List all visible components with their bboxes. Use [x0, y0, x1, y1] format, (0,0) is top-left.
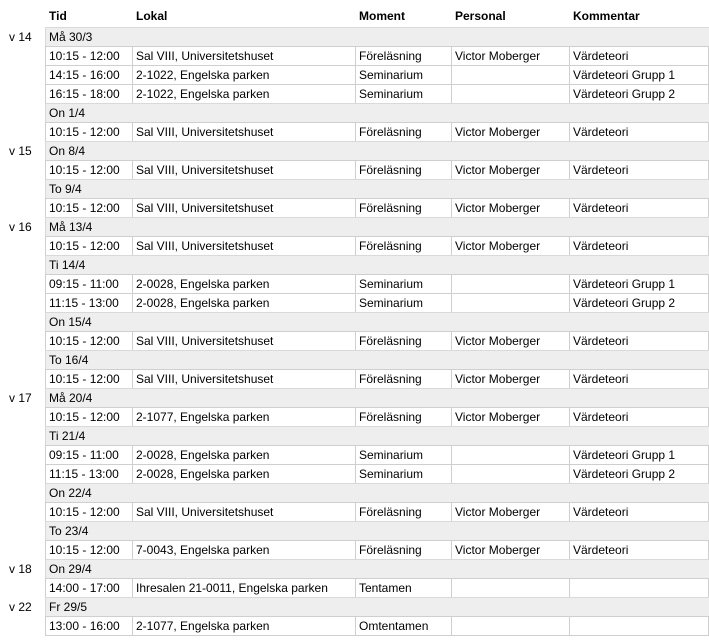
cell-kommentar: Värdeteori [569, 122, 709, 141]
week-label [0, 445, 45, 464]
day-row [0, 426, 709, 445]
event-row [0, 331, 709, 350]
cell-moment: Föreläsning [355, 369, 451, 388]
cell-kommentar: Värdeteori [569, 160, 709, 179]
cell-lokal: 2-1022, Engelska parken [132, 65, 355, 84]
cell-personal: Victor Moberger [451, 46, 569, 65]
event-row [0, 274, 709, 293]
cell-tid: 14:00 - 17:00 [45, 578, 132, 597]
day-row [0, 559, 709, 578]
cell-tid: 13:00 - 16:00 [45, 616, 132, 636]
week-label [0, 369, 45, 388]
cell-kommentar: Värdeteori Grupp 1 [569, 445, 709, 464]
day-row [0, 388, 709, 407]
day-label: To 23/4 [45, 521, 709, 540]
cell-tid: 10:15 - 12:00 [45, 502, 132, 521]
cell-kommentar: Värdeteori [569, 198, 709, 217]
day-row [0, 27, 709, 46]
event-row [0, 616, 709, 636]
cell-lokal: 2-1077, Engelska parken [132, 616, 355, 636]
schedule-header [0, 5, 709, 27]
cell-personal: Victor Moberger [451, 198, 569, 217]
cell-tid: 10:15 - 12:00 [45, 236, 132, 255]
cell-tid: 10:15 - 12:00 [45, 122, 132, 141]
cell-kommentar [569, 578, 709, 597]
week-label [0, 521, 45, 540]
cell-lokal: 2-0028, Engelska parken [132, 445, 355, 464]
schedule-body [0, 27, 709, 636]
week-label [0, 198, 45, 217]
cell-kommentar: Värdeteori Grupp 2 [569, 464, 709, 483]
cell-lokal: Sal VIII, Universitetshuset [132, 369, 355, 388]
week-label [0, 274, 45, 293]
week-label [0, 312, 45, 331]
day-row [0, 597, 709, 616]
cell-lokal: 2-0028, Engelska parken [132, 293, 355, 312]
cell-lokal: Sal VIII, Universitetshuset [132, 122, 355, 141]
event-row [0, 236, 709, 255]
cell-personal [451, 445, 569, 464]
day-label: On 15/4 [45, 312, 709, 331]
day-label: On 1/4 [45, 103, 709, 122]
cell-tid: 11:15 - 13:00 [45, 293, 132, 312]
event-row [0, 407, 709, 426]
week-label: v 17 [0, 388, 45, 407]
day-label: On 8/4 [45, 141, 709, 160]
day-label: Må 13/4 [45, 217, 709, 236]
day-label: Må 20/4 [45, 388, 709, 407]
week-label [0, 350, 45, 369]
cell-lokal: Ihresalen 21-0011, Engelska parken [132, 578, 355, 597]
cell-moment: Föreläsning [355, 46, 451, 65]
cell-kommentar [569, 616, 709, 636]
header-moment: Moment [359, 9, 405, 23]
week-label [0, 502, 45, 521]
cell-lokal: 7-0043, Engelska parken [132, 540, 355, 559]
cell-tid: 09:15 - 11:00 [45, 445, 132, 464]
event-row [0, 122, 709, 141]
header-tid: Tid [49, 9, 67, 23]
week-label: v 22 [0, 597, 45, 616]
cell-kommentar: Värdeteori [569, 540, 709, 559]
cell-kommentar: Värdeteori Grupp 1 [569, 274, 709, 293]
week-label [0, 483, 45, 502]
cell-moment: Seminarium [355, 274, 451, 293]
event-row [0, 540, 709, 559]
day-label: Ti 21/4 [45, 426, 709, 445]
cell-moment: Seminarium [355, 445, 451, 464]
cell-personal [451, 293, 569, 312]
week-label [0, 236, 45, 255]
cell-lokal: Sal VIII, Universitetshuset [132, 331, 355, 350]
day-row [0, 179, 709, 198]
cell-lokal: 2-0028, Engelska parken [132, 464, 355, 483]
cell-tid: 11:15 - 13:00 [45, 464, 132, 483]
cell-personal [451, 578, 569, 597]
event-row [0, 198, 709, 217]
cell-tid: 10:15 - 12:00 [45, 369, 132, 388]
week-label [0, 84, 45, 103]
day-label: To 9/4 [45, 179, 709, 198]
cell-moment: Föreläsning [355, 122, 451, 141]
header-personal: Personal [455, 9, 506, 23]
cell-moment: Föreläsning [355, 502, 451, 521]
week-label [0, 255, 45, 274]
week-label [0, 122, 45, 141]
cell-moment: Föreläsning [355, 160, 451, 179]
week-label [0, 426, 45, 445]
day-row [0, 103, 709, 122]
event-row [0, 84, 709, 103]
week-label: v 14 [0, 27, 45, 46]
cell-lokal: Sal VIII, Universitetshuset [132, 502, 355, 521]
cell-moment: Seminarium [355, 65, 451, 84]
cell-kommentar: Värdeteori [569, 502, 709, 521]
cell-tid: 16:15 - 18:00 [45, 84, 132, 103]
week-label [0, 65, 45, 84]
cell-kommentar: Värdeteori Grupp 2 [569, 84, 709, 103]
cell-moment: Seminarium [355, 464, 451, 483]
week-label: v 18 [0, 559, 45, 578]
week-label [0, 616, 45, 636]
week-label [0, 464, 45, 483]
header-week [0, 5, 45, 27]
week-label: v 16 [0, 217, 45, 236]
header-lokal: Lokal [136, 9, 168, 23]
week-label [0, 540, 45, 559]
header-kommentar: Kommentar [573, 9, 640, 23]
cell-personal: Victor Moberger [451, 369, 569, 388]
cell-kommentar: Värdeteori Grupp 1 [569, 65, 709, 84]
event-row [0, 464, 709, 483]
day-label: Ti 14/4 [45, 255, 709, 274]
cell-personal [451, 616, 569, 636]
day-row [0, 312, 709, 331]
cell-kommentar: Värdeteori [569, 407, 709, 426]
cell-moment: Tentamen [355, 578, 451, 597]
event-row [0, 46, 709, 65]
week-label [0, 293, 45, 312]
schedule-table [0, 5, 709, 636]
day-label: On 29/4 [45, 559, 709, 578]
cell-tid: 10:15 - 12:00 [45, 331, 132, 350]
week-label: v 15 [0, 141, 45, 160]
event-row [0, 293, 709, 312]
day-label: On 22/4 [45, 483, 709, 502]
cell-personal: Victor Moberger [451, 236, 569, 255]
cell-personal [451, 274, 569, 293]
day-row [0, 483, 709, 502]
cell-tid: 10:15 - 12:00 [45, 160, 132, 179]
day-label: To 16/4 [45, 350, 709, 369]
cell-lokal: 2-0028, Engelska parken [132, 274, 355, 293]
week-label [0, 407, 45, 426]
cell-kommentar: Värdeteori [569, 369, 709, 388]
cell-tid: 10:15 - 12:00 [45, 46, 132, 65]
cell-moment: Föreläsning [355, 407, 451, 426]
cell-personal [451, 84, 569, 103]
cell-kommentar: Värdeteori [569, 46, 709, 65]
cell-kommentar: Värdeteori [569, 331, 709, 350]
day-row [0, 141, 709, 160]
event-row [0, 502, 709, 521]
cell-lokal: Sal VIII, Universitetshuset [132, 46, 355, 65]
cell-lokal: Sal VIII, Universitetshuset [132, 198, 355, 217]
day-row [0, 255, 709, 274]
cell-moment: Seminarium [355, 293, 451, 312]
cell-personal: Victor Moberger [451, 407, 569, 426]
cell-moment: Föreläsning [355, 198, 451, 217]
cell-personal [451, 464, 569, 483]
cell-kommentar: Värdeteori Grupp 2 [569, 293, 709, 312]
day-row [0, 521, 709, 540]
day-row [0, 217, 709, 236]
cell-personal: Victor Moberger [451, 160, 569, 179]
cell-lokal: 2-1022, Engelska parken [132, 84, 355, 103]
cell-lokal: Sal VIII, Universitetshuset [132, 236, 355, 255]
week-label [0, 46, 45, 65]
cell-lokal: 2-1077, Engelska parken [132, 407, 355, 426]
event-row [0, 369, 709, 388]
cell-personal [451, 65, 569, 84]
week-label [0, 578, 45, 597]
cell-tid: 14:15 - 16:00 [45, 65, 132, 84]
week-label [0, 103, 45, 122]
cell-moment: Föreläsning [355, 236, 451, 255]
cell-moment: Seminarium [355, 84, 451, 103]
event-row [0, 160, 709, 179]
cell-tid: 09:15 - 11:00 [45, 274, 132, 293]
cell-personal: Victor Moberger [451, 502, 569, 521]
cell-moment: Föreläsning [355, 331, 451, 350]
event-row [0, 65, 709, 84]
day-label: Må 30/3 [45, 27, 709, 46]
cell-personal: Victor Moberger [451, 540, 569, 559]
cell-personal: Victor Moberger [451, 331, 569, 350]
cell-tid: 10:15 - 12:00 [45, 198, 132, 217]
cell-personal: Victor Moberger [451, 122, 569, 141]
event-row [0, 578, 709, 597]
week-label [0, 331, 45, 350]
week-label [0, 179, 45, 198]
day-row [0, 350, 709, 369]
cell-kommentar: Värdeteori [569, 236, 709, 255]
event-row [0, 445, 709, 464]
cell-moment: Föreläsning [355, 540, 451, 559]
cell-lokal: Sal VIII, Universitetshuset [132, 160, 355, 179]
header-row [0, 5, 709, 27]
cell-tid: 10:15 - 12:00 [45, 407, 132, 426]
week-label [0, 160, 45, 179]
cell-tid: 10:15 - 12:00 [45, 540, 132, 559]
day-label: Fr 29/5 [45, 597, 709, 616]
cell-moment: Omtentamen [355, 616, 451, 636]
